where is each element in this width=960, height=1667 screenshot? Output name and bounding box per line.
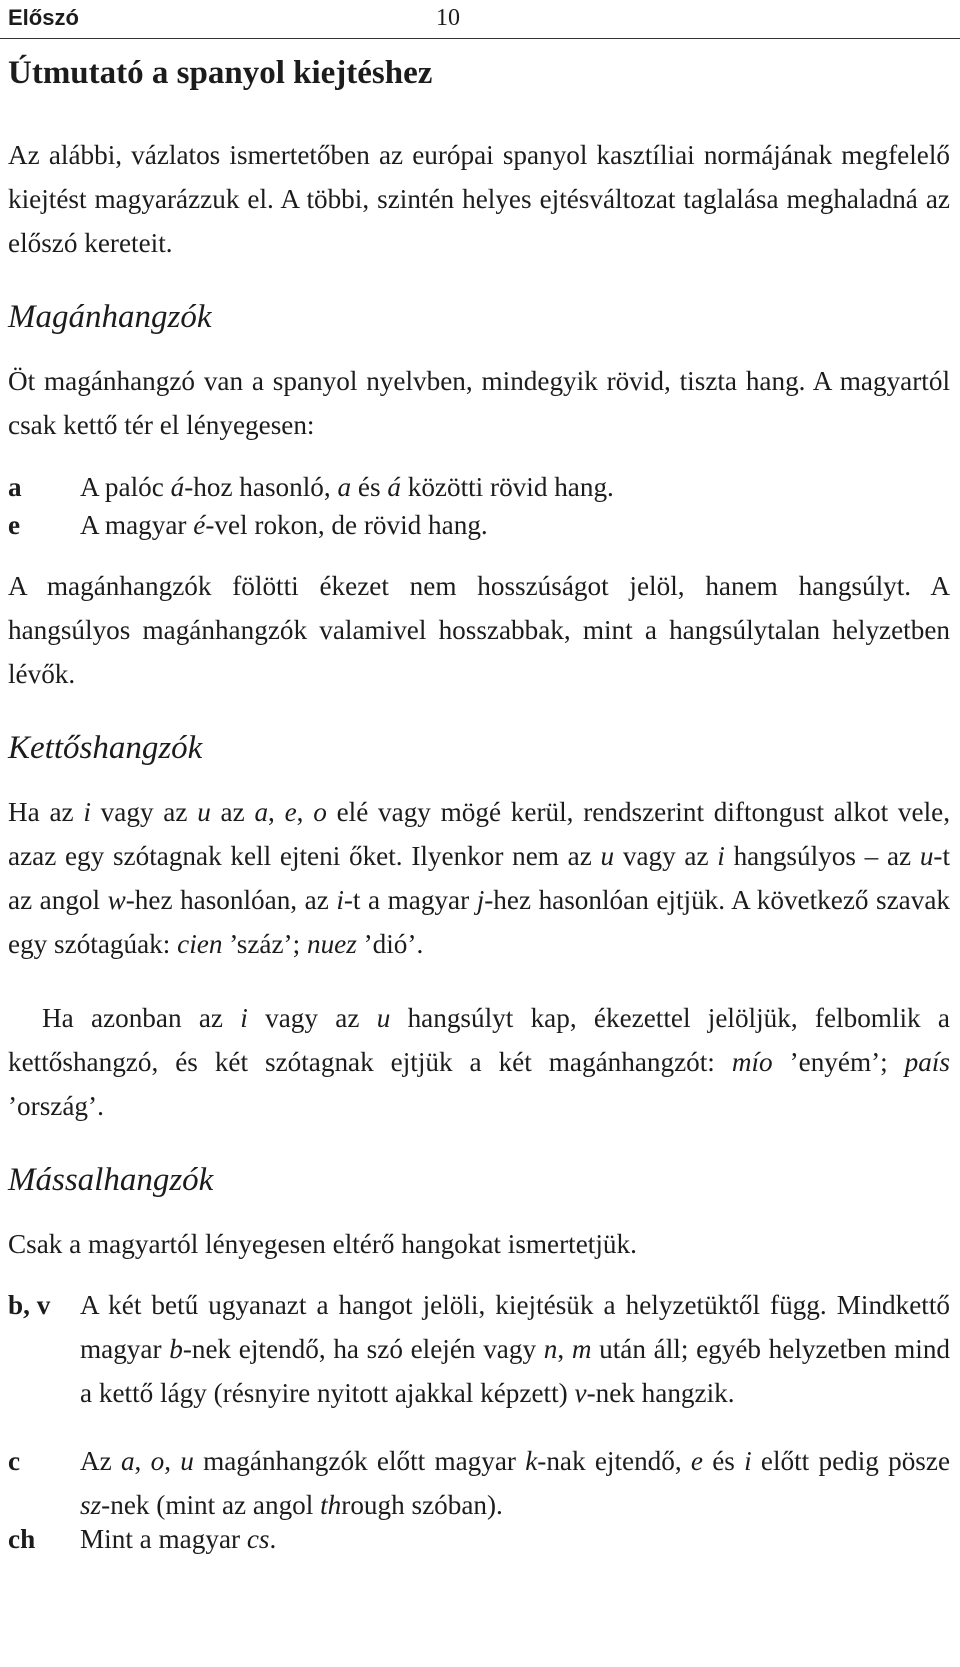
vowel-description: A palóc á-hoz hasonló, a és á közötti rövid hang.: [80, 472, 614, 502]
vowel-term: e: [8, 510, 21, 540]
vowels-paragraph: Öt magánhangzó van a spanyol nyelvben, mindegyik rövid, tiszta hang. A magyartól csak kettő tér el lényegesen:: [8, 366, 950, 440]
consonants-heading: Mássalhangzók: [8, 1162, 214, 1198]
consonants-intro: Csak a magyartól lényegesen eltérő hangokat ismertetjük.: [8, 1229, 637, 1259]
running-header-section: Előszó: [8, 5, 79, 30]
intro-paragraph: Az alábbi, vázlatos ismertetőben az európai spanyol kasztíliai normájának megfelelő kiejtést magyarázzuk el. A többi, szintén helyes ejtésváltozat taglalása meghaladná az előszó kereteit.: [8, 140, 950, 258]
vowels-heading: Magánhangzók: [8, 299, 212, 335]
diphthongs-paragraph-2: Ha azonban az i vagy az u hangsúlyt kap, ékezettel jelöljük, felbomlik a kettőshangzó, és két szótagnak ejtjük a két magánhangzót: mío ’enyém’; país ’ország’.: [8, 1003, 950, 1121]
diphthongs-heading: Kettőshangzók: [8, 730, 203, 766]
accent-paragraph: A magánhangzók fölötti ékezet nem hosszúságot jelöl, hanem hangsúlyt. A hangsúlyos magánhangzók valamivel hosszabbak, mint a hangsúlytalan helyzetben lévők.: [8, 571, 950, 689]
consonant-description: Az a, o, u magánhangzók előtt magyar k-nak ejtendő, e és i előtt pedig pösze sz-nek (mint az angol through szóban).: [80, 1446, 951, 1520]
vowel-description: A magyar é-vel rokon, de rövid hang.: [80, 510, 488, 540]
consonant-description: A két betű ugyanazt a hangot jelöli, kiejtésük a helyzetüktől függ. Mindkettő magyar b-nek ejtendő, ha szó elején vagy n, m után áll; egyéb helyzetben mind a kettő lágy (résnyire nyitott ajakkal képzett) v-nek hangzik.: [80, 1290, 951, 1408]
consonant-description: Mint a magyar cs.: [80, 1524, 277, 1554]
consonant-term: b, v: [8, 1290, 51, 1320]
page-number: 10: [436, 5, 460, 31]
consonant-term: c: [8, 1446, 21, 1476]
page-title: Útmutató a spanyol kiejtéshez: [8, 55, 433, 91]
header-divider: [0, 38, 960, 39]
consonant-term: ch: [8, 1524, 36, 1554]
diphthongs-paragraph-1: Ha az i vagy az u az a, e, o elé vagy mögé kerül, rendszerint diftongust alkot vele, azaz egy szótagnak kell ejteni őket. Ilyenkor nem az u vagy az i hangsúlyos – az u-t az angol w-hez hasonlóan, az i-t a magyar j-hez hasonlóan ejtjük. A következő szavak egy szótagúak: cien ’száz’; nuez ’dió’.: [8, 797, 951, 959]
vowel-term: a: [8, 472, 22, 502]
